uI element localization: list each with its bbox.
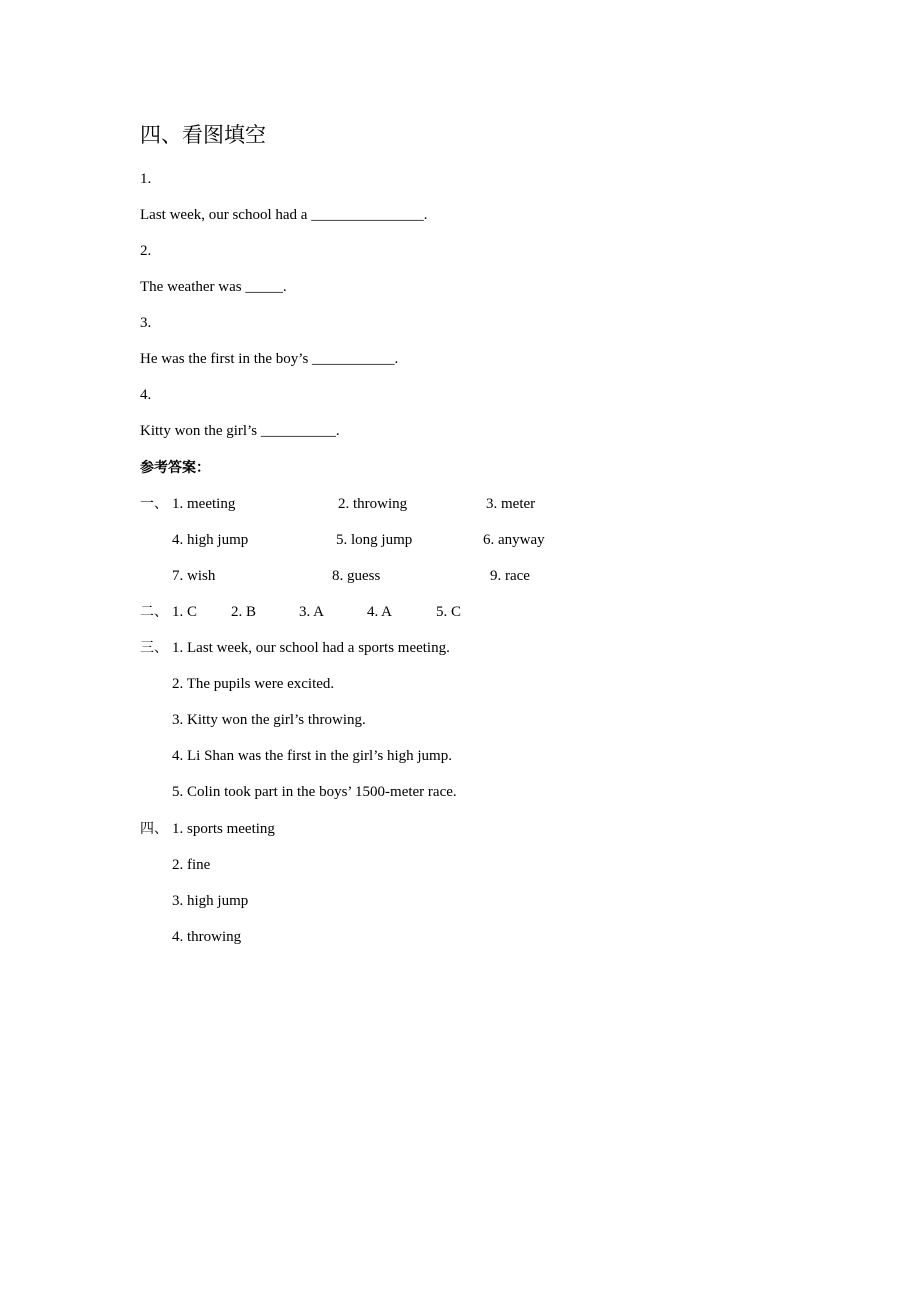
question-2-number: 2.	[140, 243, 152, 259]
part1-answer-4: 4. high jump	[172, 532, 249, 548]
part1-answer-8: 8. guess	[332, 568, 381, 584]
part1-answer-5: 5. long jump	[336, 532, 413, 548]
part2-answer-5: 5. C	[436, 604, 462, 620]
section-title: 四、看图填空	[140, 123, 266, 147]
answer-key-title: 参考答案：	[140, 460, 210, 476]
question-2-sentence: The weather was _____.	[140, 279, 287, 295]
part2-answer-4: 4. A	[367, 604, 393, 620]
part3-answer-2: 2. The pupils were excited.	[172, 676, 335, 692]
part3-answer-4: 4. Li Shan was the first in the girl’s high jump.	[172, 748, 452, 764]
part2-prefix: 二、	[140, 604, 168, 620]
question-3-number: 3.	[140, 315, 152, 331]
part2-answer-3: 3. A	[299, 604, 325, 620]
part1-answer-7: 7. wish	[172, 568, 216, 584]
part1-answer-1: 1. meeting	[172, 496, 236, 512]
part3-answer-3: 3. Kitty won the girl’s throwing.	[172, 712, 366, 728]
part2-answer-1: 1. C	[172, 604, 198, 620]
question-4-sentence: Kitty won the girl’s __________.	[140, 423, 340, 439]
part1-answer-3: 3. meter	[486, 496, 536, 512]
part1-answer-2: 2. throwing	[338, 496, 408, 512]
question-4-number: 4.	[140, 387, 152, 403]
part4-answer-1: 1. sports meeting	[172, 821, 275, 837]
part1-prefix: 一、	[140, 496, 168, 512]
question-1-sentence: Last week, our school had a _______________.	[140, 207, 428, 223]
part1-answer-6: 6. anyway	[483, 532, 545, 548]
part4-prefix: 四、	[140, 821, 168, 837]
question-3-sentence: He was the first in the boy’s ___________.	[140, 351, 399, 367]
part3-prefix: 三、	[140, 640, 168, 656]
part1-answer-9: 9. race	[490, 568, 530, 584]
part4-answer-2: 2. fine	[172, 857, 211, 873]
part2-answer-2: 2. B	[231, 604, 257, 620]
part4-answer-4: 4. throwing	[172, 929, 242, 945]
part3-answer-5: 5. Colin took part in the boys’ 1500-meter race.	[172, 784, 457, 800]
part3-answer-1: 1. Last week, our school had a sports meeting.	[172, 640, 450, 656]
part4-answer-3: 3. high jump	[172, 893, 249, 909]
question-1-number: 1.	[140, 171, 152, 187]
